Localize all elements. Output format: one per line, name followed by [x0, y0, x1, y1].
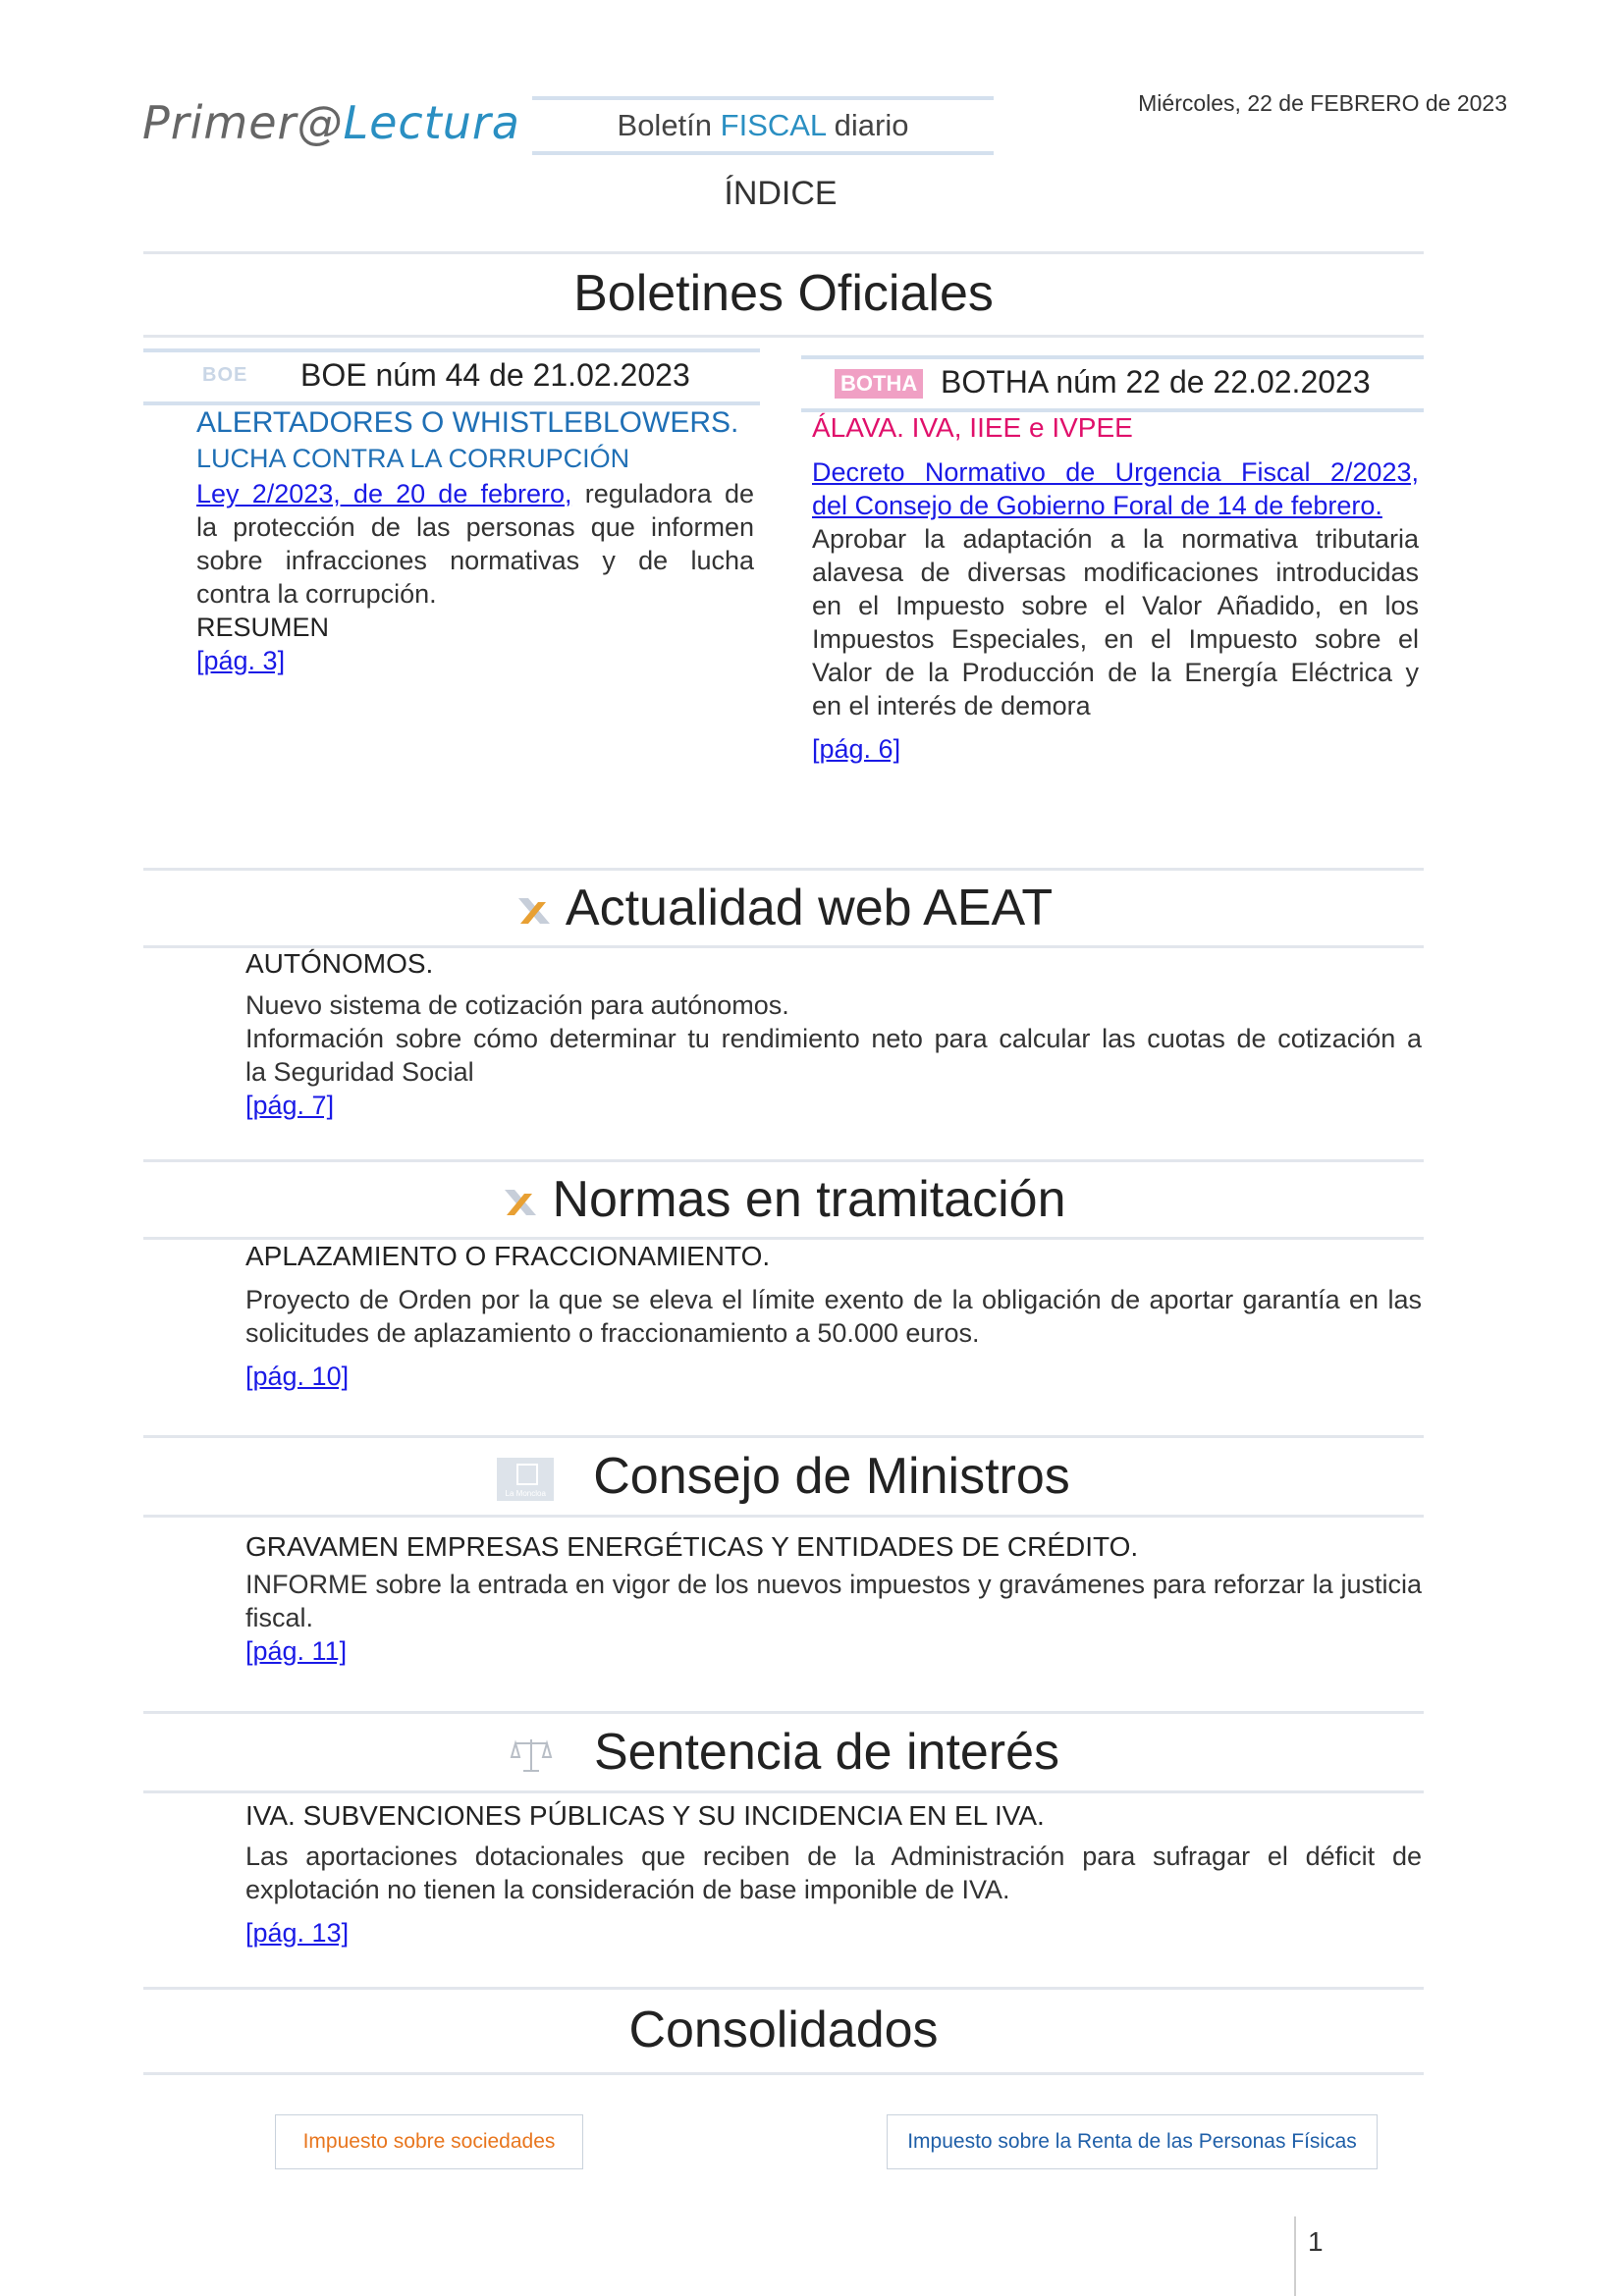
boe-summary	[196, 477, 754, 677]
boe-topic-2: LUCHA CONTRA LA CORRUPCIÓN	[196, 444, 630, 473]
section-title-aeat: Actualidad web AEAT	[565, 880, 1054, 936]
bulletin-suffix: diario	[826, 108, 909, 142]
bulletin-accent: FISCAL	[720, 108, 827, 142]
section-title-sentencia: Sentencia de interés	[593, 1724, 1060, 1781]
scales-icon	[508, 1735, 555, 1775]
aeat-item-heading: AUTÓNOMOS.	[245, 948, 434, 979]
botha-text-line: Aprobar la adaptación a la normativa tributaria	[812, 524, 1419, 554]
section-consolidados	[143, 1987, 1424, 2075]
page-number: 1	[1308, 2226, 1324, 2257]
boe-heading: BOE núm 44 de 21.02.2023	[300, 357, 690, 393]
sentencia-item-heading: IVA. SUBVENCIONES PÚBLICAS Y SU INCIDENCIA EN EL IVA.	[245, 1800, 1045, 1831]
aeat-logo-icon	[501, 1186, 540, 1219]
bulletin-banner	[532, 96, 994, 155]
boe-line-4: contra la corrupción.	[196, 579, 437, 609]
botha-header	[801, 355, 1424, 412]
botha-page-link[interactable]: [pág. 6]	[812, 734, 901, 764]
botha-summary	[812, 455, 1419, 766]
moncloa-caption: La Moncloa	[505, 1489, 546, 1499]
consejo-line-2: fiscal.	[245, 1603, 314, 1632]
section-boletines	[143, 251, 1424, 338]
logo-prefix: Primer@	[142, 96, 344, 149]
aeat-line-1: Nuevo sistema de cotización para autónomos.	[245, 990, 789, 1020]
aeat-logo-icon	[514, 894, 554, 928]
botha-text-line: en el interés de demora	[812, 691, 1091, 721]
botha-text-line: alavesa de diversas modificaciones introducidas	[812, 558, 1419, 587]
boe-topic-1: ALERTADORES O WHISTLEBLOWERS.	[196, 406, 739, 439]
botha-text-line: en el Impuesto sobre el Valor Añadido, en los	[812, 591, 1419, 620]
normas-page-link[interactable]: [pág. 10]	[245, 1362, 350, 1391]
sentencia-page-link[interactable]: [pág. 13]	[245, 1918, 350, 1948]
boe-header	[143, 348, 760, 405]
botha-text-line: Valor de la Producción de la Energía Eléctrica y	[812, 658, 1419, 687]
botha-decree-link-2[interactable]: del Consejo de Gobierno Foral de 14 de febrero.	[812, 491, 1382, 520]
irpf-button[interactable]: Impuesto sobre la Renta de las Personas Físicas	[887, 2114, 1378, 2169]
normas-body	[245, 1283, 1422, 1393]
boe-law-link[interactable]: Ley 2/2023, de 20 de febrero,	[196, 479, 572, 508]
bulletin-date: Miércoles, 22 de FEBRERO de 2023	[1138, 90, 1507, 116]
aeat-line-3: la Seguridad Social	[245, 1057, 474, 1087]
section-title-consolidados: Consolidados	[628, 2002, 939, 2058]
impuesto-sociedades-button[interactable]: Impuesto sobre sociedades	[275, 2114, 583, 2169]
page-number-divider	[1294, 2216, 1296, 2296]
boe-line1-rest: reguladora de	[571, 479, 754, 508]
section-title-normas: Normas en tramitación	[552, 1171, 1066, 1228]
consejo-item-heading: GRAVAMEN EMPRESAS ENERGÉTICAS Y ENTIDADES DE CRÉDITO.	[245, 1531, 1139, 1562]
section-title-consejo: Consejo de Ministros	[593, 1448, 1070, 1505]
consejo-page-link[interactable]: [pág. 11]	[245, 1636, 348, 1666]
boe-logo-icon: BOE	[202, 364, 248, 386]
boe-page-link[interactable]: [pág. 3]	[196, 646, 286, 675]
moncloa-logo-icon	[497, 1458, 554, 1501]
botha-decree-link-1[interactable]: Decreto Normativo de Urgencia Fiscal 2/2023,	[812, 457, 1419, 487]
bulletin-prefix: Boletín	[617, 108, 721, 142]
aeat-body	[245, 988, 1422, 1122]
aeat-line-2: Información sobre cómo determinar tu rendimiento neto para calcular las cuotas de cotización a	[245, 1024, 1422, 1053]
botha-topic: ÁLAVA. IVA, IIEE e IVPEE	[812, 412, 1133, 443]
boe-resumen-label: RESUMEN	[196, 613, 330, 642]
botha-text-line: Impuestos Especiales, en el Impuesto sobre el	[812, 624, 1419, 654]
section-normas	[143, 1159, 1424, 1240]
section-aeat	[143, 868, 1424, 948]
logo-suffix: Lectura	[343, 96, 520, 149]
normas-line-1: Proyecto de Orden por la que se eleva el límite exento de la obligación de aportar garantía en las	[245, 1285, 1422, 1314]
consejo-line-1: INFORME sobre la entrada en vigor de los nuevos impuestos y gravámenes para reforzar la justicia	[245, 1570, 1422, 1599]
boe-line-2: la protección de las personas que informen	[196, 512, 754, 542]
botha-logo-icon: BOTHA	[835, 369, 923, 399]
aeat-page-link[interactable]: [pág. 7]	[245, 1091, 335, 1120]
section-consejo	[143, 1435, 1424, 1518]
normas-line-2: solicitudes de aplazamiento o fraccionamiento a 50.000 euros.	[245, 1318, 980, 1348]
sentencia-line-2: explotación no tienen la consideración de base imponible de IVA.	[245, 1875, 1010, 1904]
consejo-body	[245, 1568, 1422, 1668]
index-title: ÍNDICE	[724, 175, 838, 212]
section-title-boletines: Boletines Oficiales	[573, 265, 994, 322]
section-sentencia	[143, 1711, 1424, 1793]
boe-line-3: sobre infracciones normativas y de lucha	[196, 546, 754, 575]
botha-heading: BOTHA núm 22 de 22.02.2023	[941, 364, 1371, 400]
normas-item-heading: APLAZAMIENTO O FRACCIONAMIENTO.	[245, 1241, 771, 1271]
sentencia-line-1: Las aportaciones dotacionales que reciben de la Administración para sufragar el déficit de	[245, 1842, 1422, 1871]
sentencia-body	[245, 1840, 1422, 1949]
logo	[142, 96, 520, 149]
